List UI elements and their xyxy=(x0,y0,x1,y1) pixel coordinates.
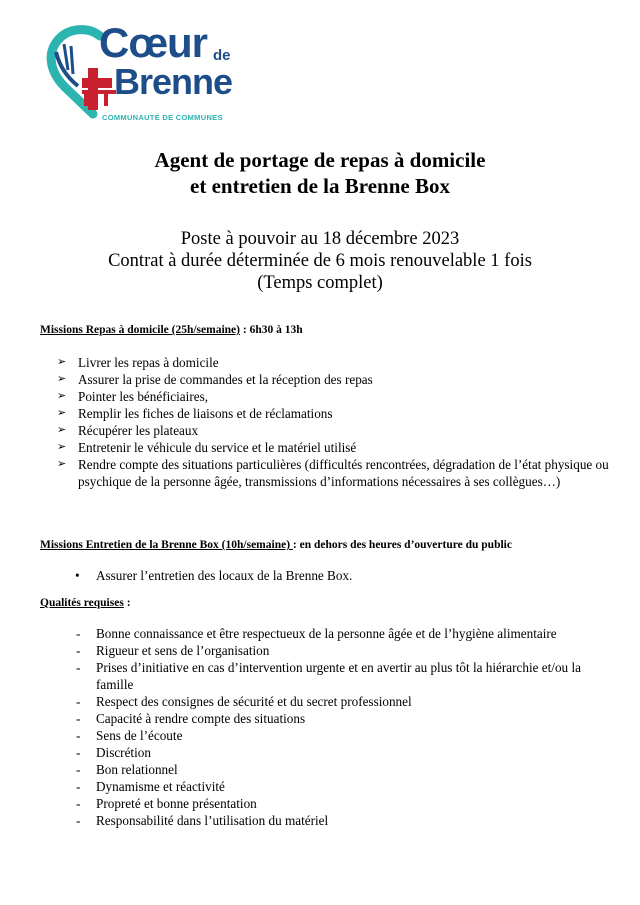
list-item xyxy=(57,422,612,439)
dash-bullet-icon: - xyxy=(76,626,81,641)
list-item-text: Responsabilité dans l’utilisation du matériel xyxy=(96,813,329,828)
dash-bullet-icon: - xyxy=(76,660,81,675)
logo-brenne-text: Brenne xyxy=(114,61,233,102)
list-item-text: Pointer les bénéficiaires, xyxy=(78,389,208,404)
section-heading-qualites-colon: : xyxy=(123,597,131,609)
list-item xyxy=(75,812,615,829)
list-item xyxy=(57,456,612,490)
list-item xyxy=(57,388,612,405)
contract-type: Contrat à durée déterminée de 6 mois renouvelable 1 fois xyxy=(108,251,532,271)
bullet-dot-icon: • xyxy=(75,568,80,583)
list-item-text: Prises d’initiative en cas d’intervention urgente et en avertir au plus tôt la hiérarchie et/ou la famille xyxy=(96,660,581,692)
logo-tagline: COMMUNAUTÉ DE COMMUNES xyxy=(102,113,223,122)
dash-bullet-icon: - xyxy=(76,643,81,658)
working-time: (Temps complet) xyxy=(257,273,383,293)
list-item xyxy=(75,778,615,795)
section-heading-missions-entretien-title: Missions Entretien de la Brenne Box (10h/semaine) xyxy=(40,539,293,551)
coeur-de-brenne-logo xyxy=(38,19,248,132)
section-heading-qualites xyxy=(40,597,131,609)
missions-entretien-list xyxy=(75,567,615,584)
list-item xyxy=(75,642,615,659)
list-item xyxy=(57,354,612,371)
start-date: Poste à pouvoir au 18 décembre 2023 xyxy=(180,229,460,249)
dash-bullet-icon: - xyxy=(76,813,81,828)
arrow-bullet-icon: ➢ xyxy=(57,424,67,436)
list-item-text: Discrétion xyxy=(96,745,151,760)
logo-de-text: de xyxy=(213,47,231,64)
logo-coeur-text: Cœur xyxy=(99,19,207,66)
list-item-text: Sens de l’écoute xyxy=(96,728,183,743)
dash-bullet-icon: - xyxy=(76,796,81,811)
missions-repas-list xyxy=(57,354,612,490)
job-subtitle xyxy=(0,228,640,294)
list-item-text: Propreté et bonne présentation xyxy=(96,796,257,811)
list-item-text: Remplir les fiches de liaisons et de réclamations xyxy=(78,406,333,421)
dash-bullet-icon: - xyxy=(76,694,81,709)
list-item xyxy=(75,567,615,584)
list-item-text: Rendre compte des situations particulières (difficultés rencontrées, dégradation de l’état physique ou psychique de la personne âgée, transmissions d’informations nécessaires à ses collègues…) xyxy=(78,457,609,489)
list-item-text: Dynamisme et réactivité xyxy=(96,779,225,794)
job-title xyxy=(0,147,640,199)
qualites-list xyxy=(75,625,615,829)
arrow-bullet-icon: ➢ xyxy=(57,356,67,368)
list-item xyxy=(75,727,615,744)
job-title-line-2: et entretien de la Brenne Box xyxy=(190,174,450,198)
list-item-text: Assurer l’entretien des locaux de la Brenne Box. xyxy=(96,568,353,583)
dash-bullet-icon: - xyxy=(76,762,81,777)
job-title-line-1: Agent de portage de repas à domicile xyxy=(154,148,486,172)
arrow-bullet-icon: ➢ xyxy=(57,390,67,402)
dash-bullet-icon: - xyxy=(76,728,81,743)
list-item-text: Bon relationnel xyxy=(96,762,178,777)
list-item-text: Rigueur et sens de l’organisation xyxy=(96,643,270,658)
list-item xyxy=(75,625,615,642)
list-item xyxy=(75,744,615,761)
list-item-text: Récupérer les plateaux xyxy=(78,423,199,438)
list-item-text: Entretenir le véhicule du service et le matériel utilisé xyxy=(78,440,357,455)
list-item xyxy=(57,405,612,422)
list-item-text: Capacité à rendre compte des situations xyxy=(96,711,306,726)
section-heading-missions-entretien xyxy=(40,539,512,551)
section-heading-missions-entretien-hours: : en dehors des heures d’ouverture du public xyxy=(292,539,512,551)
section-heading-missions-repas-title: Missions Repas à domicile (25h/semaine) xyxy=(40,324,240,336)
list-item xyxy=(75,659,615,693)
list-item xyxy=(75,710,615,727)
dash-bullet-icon: - xyxy=(76,711,81,726)
dash-bullet-icon: - xyxy=(76,779,81,794)
list-item xyxy=(75,795,615,812)
list-item-text: Bonne connaissance et être respectueux de la personne âgée et de l’hygiène alimentaire xyxy=(96,626,557,641)
list-item xyxy=(57,439,612,456)
list-item-text: Respect des consignes de sécurité et du secret professionnel xyxy=(96,694,412,709)
list-item xyxy=(75,761,615,778)
arrow-bullet-icon: ➢ xyxy=(57,458,67,470)
dash-bullet-icon: - xyxy=(76,745,81,760)
list-item xyxy=(57,371,612,388)
arrow-bullet-icon: ➢ xyxy=(57,441,67,453)
list-item xyxy=(75,693,615,710)
section-heading-missions-repas-hours: : 6h30 à 13h xyxy=(239,324,303,336)
section-heading-qualites-title: Qualités requises xyxy=(40,597,124,609)
arrow-bullet-icon: ➢ xyxy=(57,407,67,419)
section-heading-missions-repas xyxy=(40,324,303,336)
list-item-text: Livrer les repas à domicile xyxy=(78,355,219,370)
list-item-text: Assurer la prise de commandes et la réception des repas xyxy=(78,372,373,387)
arrow-bullet-icon: ➢ xyxy=(57,373,67,385)
